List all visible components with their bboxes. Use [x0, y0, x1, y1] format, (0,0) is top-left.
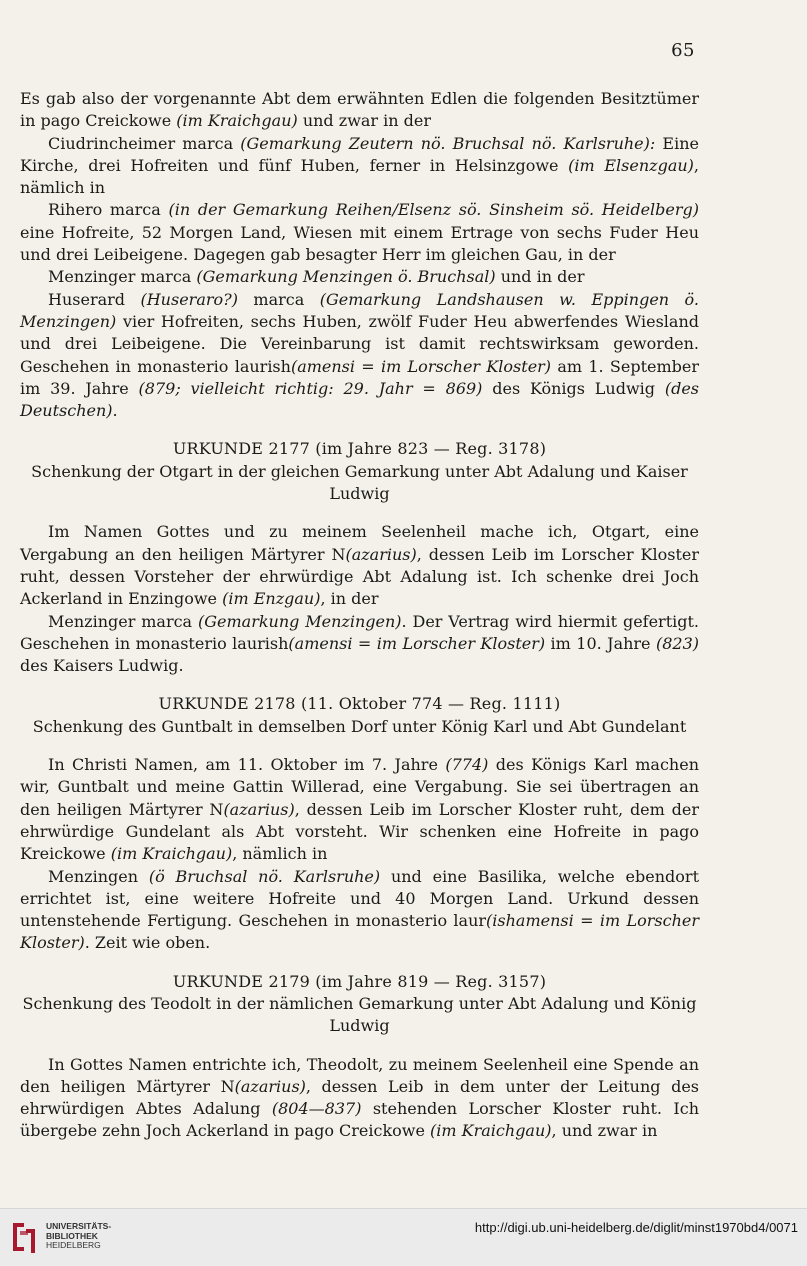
section-subheading-2179: Schenkung des Teodolt in der nämlichen Gemarkung unter Abt Adalung und König Ludwig: [22, 993, 697, 1036]
section-paragraph: Menzingen (ö Bruchsal nö. Karlsruhe) und eine Basilika, welche ebendort errichtet ist, eine weitere Hofreite und 40 Morgen Land. Urkund dessen untenstehende Fertigung. Geschehen in monasterio laur(ishamensi = im Lorscher Kloster). Zeit wie oben.: [20, 866, 700, 953]
section-subheading-2177: Schenkung der Otgart in der gleichen Gemarkung unter Abt Adalung und Kaiser Ludwig: [31, 461, 688, 504]
section-heading-2179: URKUNDE 2179 (im Jahre 819 — Reg. 3157): [172, 971, 547, 991]
intro-paragraph: Es gab also der vorgenannte Abt dem erwähnten Edlen die folgenden Besitztümer in pago Creickowe (im Kraichgau) und zwar in der: [20, 89, 699, 131]
intro-paragraph: Ciudrincheimer marca (Gemarkung Zeutern nö. Bruchsal nö. Karlsruhe): Eine Kirche, drei Hofreiten und fünf Huben, ferner in Helsinzgowe (im Elsenzgau), nämlich in: [20, 133, 700, 198]
section-paragraph: In Christi Namen, am 11. Oktober im 7. Jahre (774) des Königs Karl machen wir, Guntbalt und meine Gattin Willerad, eine Vergabung. Sie sei übertragen an den heiligen Märtyrer N(azarius), dessen Leib im Lorscher Kloster ruht, dem der ehrwürdige Gundelant als Abt vorsteht. Wir schenken eine Hofreite in pago Kreickowe (im Kraichgau), nämlich in: [20, 755, 700, 864]
section-body-2179: [20, 1054, 699, 1143]
section-paragraph: Im Namen Gottes und zu meinem Seelenheil mache ich, Otgart, eine Vergabung an den heiligen Märtyrer N(azarius), dessen Leib im Lorscher Kloster ruht, dessen Vorsteher der ehrwürdige Abt Adalung ist. Ich schenke drei Joch Ackerland in Enzingowe (im Enzgau), in der: [20, 522, 699, 609]
intro-paragraph: Menzinger marca (Gemarkung Menzingen ö. Bruchsal) und in der: [48, 267, 585, 287]
document-body: [20, 88, 699, 1143]
library-logo-text: UNIVERSITÄTS- BIBLIOTHEK HEIDELBERG: [46, 1221, 112, 1250]
section-paragraph: In Gottes Namen entrichte ich, Theodolt, zu meinem Seelenheil eine Spende an den heiligen Märtyrer N(azarius), dessen Leib in dem unter der Leitung des ehrwürdigen Abtes Adalung (804—837) stehenden Lorscher Kloster ruht. Ich übergebe zehn Joch Ackerland in pago Creickowe (im Kraichgau), und zwar in: [20, 1054, 700, 1141]
section-heading-2178: URKUNDE 2178 (11. Oktober 774 — Reg. 1111): [158, 694, 561, 714]
intro-section: [20, 88, 699, 422]
section-body-2177: [20, 521, 699, 677]
library-logo-icon: [10, 1219, 38, 1255]
section-subheading-2178: Schenkung des Guntbalt in demselben Dorf unter König Karl und Abt Gundelant: [32, 716, 687, 736]
intro-paragraph: Huserard (Huseraro?) marca (Gemarkung Landshausen w. Eppingen ö. Menzingen) vier Hofreiten, sechs Huben, zwölf Fuder Heu abwerfendes Wiesland und drei Leibeigene. Die Vereinbarung ist damit rechtswirksam geworden. Geschehen in monasterio laurish(amensi = im Lorscher Kloster) am 1. September im 39. Jahre (879; vielleicht richtig: 29. Jahr = 869) des Königs Ludwig (des Deutschen).: [20, 289, 699, 421]
viewer-footer: [0, 1208, 807, 1266]
source-url-link[interactable]: http://digi.ub.uni-heidelberg.de/diglit/minst1970bd4/0071: [474, 1220, 798, 1235]
section-body-2178: [20, 754, 699, 955]
section-paragraph: Menzinger marca (Gemarkung Menzingen). Der Vertrag wird hiermit gefertigt. Geschehen in monasterio laurish(amensi = im Lorscher Kloster) im 10. Jahre (823) des Kaisers Ludwig.: [20, 611, 700, 676]
section-heading-2177: URKUNDE 2177 (im Jahre 823 — Reg. 3178): [172, 439, 547, 459]
intro-paragraph: Rihero marca (in der Gemarkung Reihen/Elsenz sö. Sinsheim sö. Heidelberg) eine Hofreite, 52 Morgen Land, Wiesen mit einem Ertrage von sechs Fuder Heu und drei Leibeigene. Dagegen gab besagter Herr im gleichen Gau, in der: [20, 200, 699, 265]
page-number: 65: [671, 40, 695, 61]
